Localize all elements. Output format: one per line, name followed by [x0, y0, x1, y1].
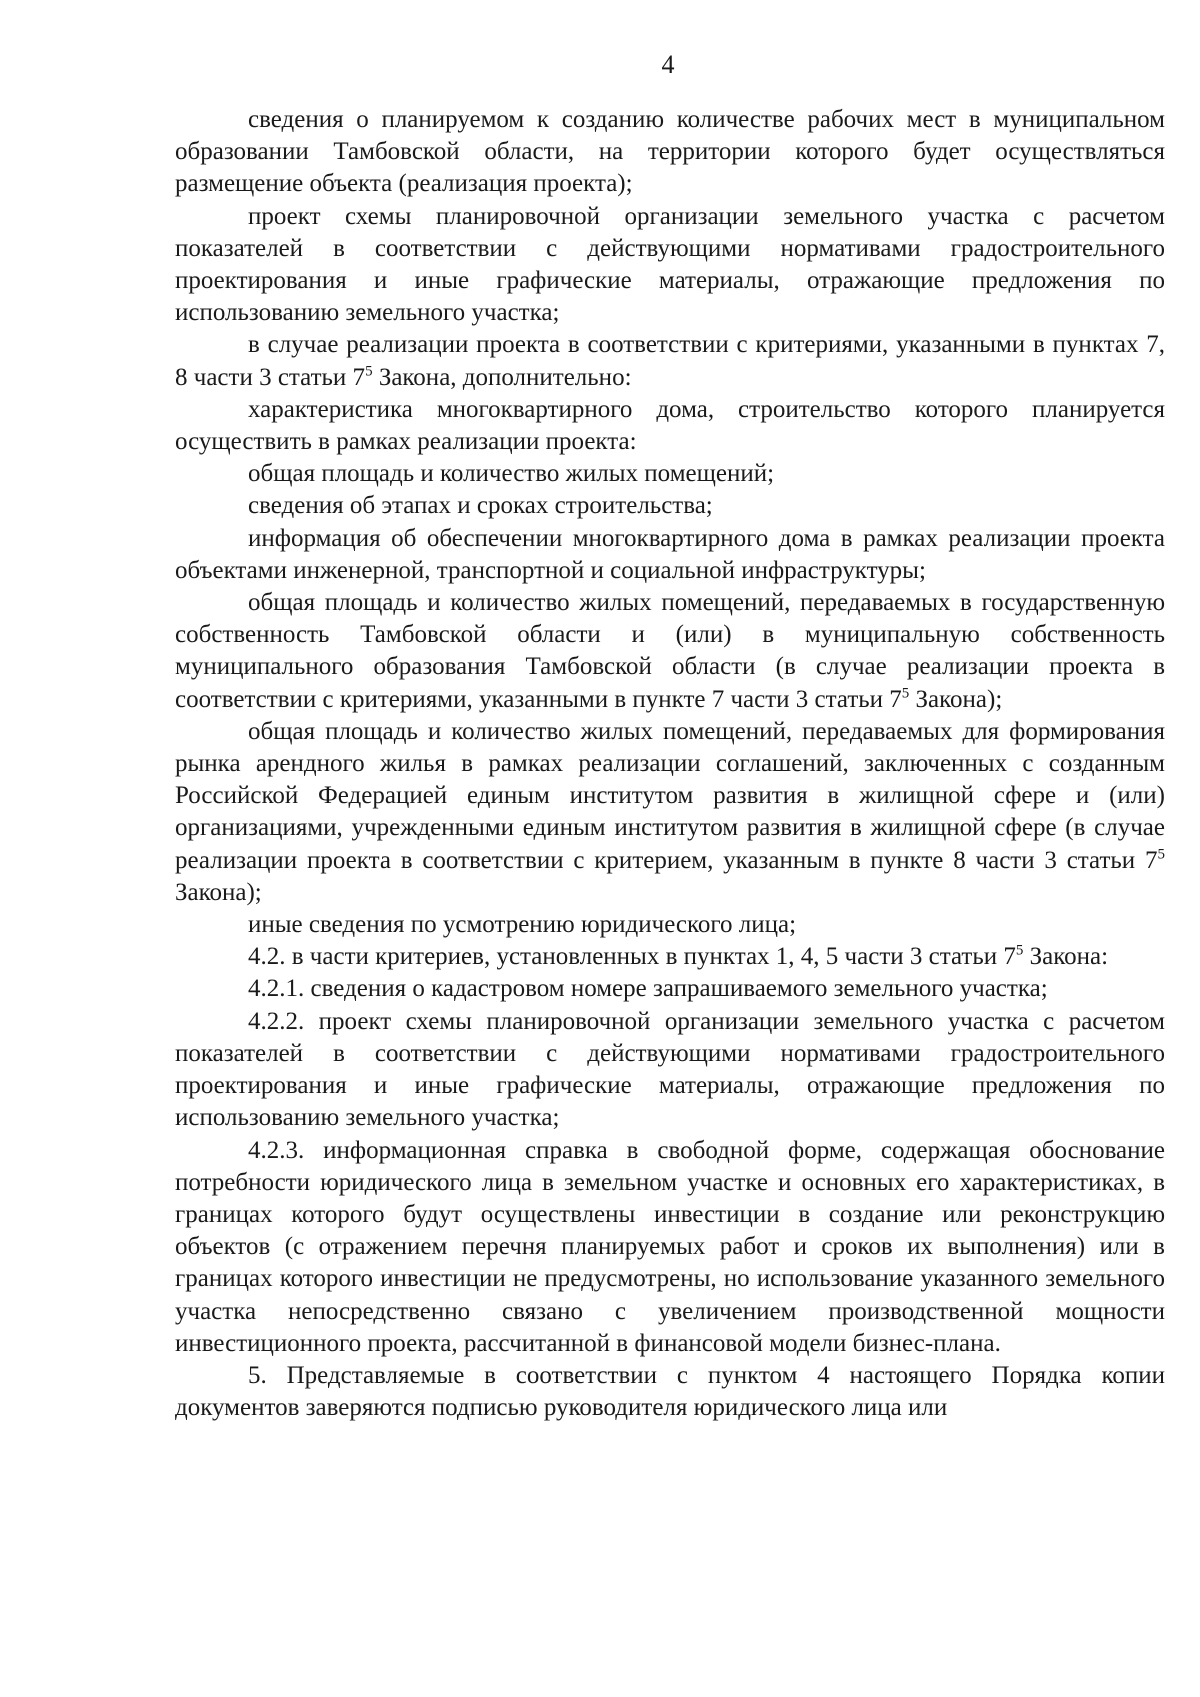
paragraph: характеристика многоквартирного дома, строительство которого планируется осуществить в рамках реализации проекта: — [175, 395, 1165, 456]
paragraph — [175, 329, 1165, 393]
paragraph-text: 4.2. в части критериев, установленных в пунктах 1, 4, 5 части 3 статьи 7 — [248, 943, 1016, 971]
page-number: 4 — [661, 50, 675, 79]
paragraph: 4.2.2. проект схемы планировочной организации земельного участка с расчетом показателей в соответствии с действующими нормативами градостроительного проектирования и иные графические материалы, отражающие предложения по использованию земельного участка; — [175, 1007, 1165, 1132]
paragraph: 4.2.1. сведения о кадастровом номере запрашиваемого земельного участка; — [248, 975, 1048, 1003]
superscript: 5 — [901, 685, 910, 702]
paragraph: 5. Представляемые в соответствии с пунктом 4 настоящего Порядка копии документов заверяются подписью руководителя юридического лица или — [175, 1361, 1165, 1422]
paragraph-text: в случае реализации проекта в соответствии с критериями, указанными в пунктах 7, 8 части 3 статьи 7 — [175, 331, 1165, 391]
paragraph-text: общая площадь и количество жилых помещений, передаваемых в государственную собственность Тамбовской области и (или) в муниципальную собственность муниципального образования Тамбовской области (в случае реализации проекта в соответствии с критериями, указанными в пункте 7 части 3 статьи 7 — [175, 589, 1165, 713]
paragraph: сведения о планируемом к созданию количестве рабочих мест в муниципальном образовании Тамбовской области, на территории которого будет осуществляться размещение объекта (реализация проекта); — [175, 106, 1165, 198]
paragraph: сведения об этапах и сроках строительства; — [248, 492, 713, 520]
superscript: 5 — [1015, 942, 1024, 959]
paragraph-text: общая площадь и количество жилых помещений, передаваемых для формирования рынка арендного жилья в рамках реализации соглашений, заключенных с созданным Российской Федерацией единым институтом развития в жилищной сфере и (или) организациями, учрежденными единым институтом развития в жилищной сфере (в случае реализации проекта в соответствии с критерием, указанным в пункте 8 части 3 статьи 7 — [175, 717, 1165, 874]
paragraph: проект схемы планировочной организации земельного участка с расчетом показателей в соответствии с действующими нормативами градостроительного проектирования и иные графические материалы, отражающие предложения по использованию земельного участка; — [175, 202, 1165, 327]
paragraph-text: Закона, дополнительно: — [372, 363, 632, 391]
paragraph: информация об обеспечении многоквартирного дома в рамках реализации проекта объектами инженерной, транспортной и социальной инфраструктуры; — [175, 524, 1165, 584]
paragraph — [175, 941, 1165, 973]
paragraph-text: Закона); — [909, 685, 1003, 713]
document-body — [175, 104, 1165, 1424]
paragraph-text: Закона: — [1023, 943, 1109, 971]
paragraph-text: Закона); — [175, 878, 262, 906]
paragraph: общая площадь и количество жилых помещений; — [248, 460, 775, 488]
paragraph — [175, 587, 1165, 716]
paragraph — [175, 716, 1165, 909]
paragraph: иные сведения по усмотрению юридического лица; — [248, 911, 797, 939]
superscript: 5 — [1157, 846, 1165, 863]
paragraph: 4.2.3. информационная справка в свободной форме, содержащая обоснование потребности юридического лица в земельном участке и основных его характеристиках, в границах которого будут осуществлены инвестиции в создание или реконструкцию объектов (с отражением перечня планируемых работ и сроков их выполнения) или в границах которого инвестиции не предусмотрены, но использование указанного земельного участка непосредственно связано с увеличением производственной мощности инвестиционного проекта, рассчитанной в финансовой модели бизнес-плана. — [175, 1136, 1165, 1357]
superscript: 5 — [365, 363, 373, 380]
